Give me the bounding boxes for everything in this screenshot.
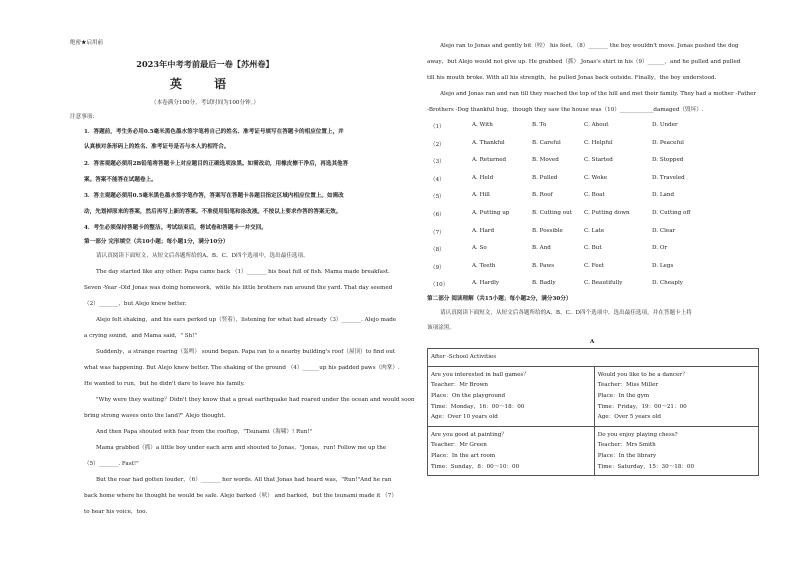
- option-row: [430, 122, 770, 132]
- passage-line: And then Papa shouted with fear from the rooftop，"Tsunami（海啸）! Run!": [96, 429, 313, 435]
- passage-line: "Why were they waiting？Didn't they know that a great earthquake had roared under the ocean and would soon: [96, 397, 415, 403]
- option-c: C. Feet: [584, 262, 605, 269]
- option-d: D. Cheaply: [652, 280, 683, 287]
- part1-instruction: 请认真阅读下面短文，从短文后各题所给的A、B、C、D四个选项中，选出最佳选项。: [96, 253, 309, 259]
- passage-line: Seven -Year -Old Jonas was doing homework，while his little brothers ran around the yard. That day seemed: [84, 285, 393, 291]
- cell-line: Are you good at painting？: [431, 431, 507, 438]
- option-b: B. To: [532, 122, 547, 128]
- option-d: D. Under: [652, 122, 678, 128]
- option-row: [430, 245, 770, 255]
- passage-line: bring strong waves onto the land?" Alejo thought.: [84, 413, 226, 419]
- passage-line: to hear his voice，too.: [84, 509, 148, 515]
- passage-line: a crying sound，and Mama said，" Sh!": [84, 333, 198, 339]
- option-row: [430, 140, 770, 150]
- passage-line: till his mouth broke. With all his strength，he pulled Jonas back outside. Finally，the boy understood.: [427, 75, 717, 81]
- passage-line: The day started like any other. Papa came back （1）_______ his boat full of fish. Mama made breakfast.: [96, 269, 390, 275]
- table-row: [428, 426, 759, 476]
- cell-line: Would you like to be a dancer？: [597, 371, 688, 378]
- cell-line: Time：Sunday，8：00～10：00: [431, 463, 520, 470]
- passage-line: back home where he thought he would be safe. Alejo barked（吠） and barked，but the tsunami made it （7）: [84, 493, 397, 499]
- option-d: D. Legs: [652, 262, 674, 269]
- cell-line: Time：Saturday，15：30～18：00: [597, 463, 695, 470]
- option-c: C. But: [584, 245, 602, 252]
- option-d: D. Traveled: [652, 174, 685, 181]
- option-a: A. So: [472, 245, 487, 252]
- part2-instruction: 该项涂黑。: [427, 325, 455, 331]
- option-row: [430, 192, 770, 202]
- option-number: （5）: [430, 194, 445, 201]
- option-b: B. Careful: [532, 139, 561, 146]
- table-caption: After -School Activities: [428, 349, 759, 367]
- option-b: B. And: [532, 245, 551, 252]
- option-a: A. Hill: [472, 192, 490, 199]
- cell-line: Place：In the art room: [431, 453, 496, 459]
- table-cell: [428, 366, 595, 426]
- exam-title: 2023年中考考前最后一卷【苏州卷】: [136, 59, 274, 69]
- passage-line: But the roar had gotten louder，（6）_______ her words. All that Jonas had heard was，"Run!"And he ran: [96, 477, 392, 483]
- option-a: A. Thankful: [472, 139, 505, 146]
- option-c: C. Late: [584, 227, 605, 234]
- option-row: [430, 175, 770, 185]
- notice-line: 2．答客观题必须用2B铅笔将答题卡上对应题目的正确选项涂黑。如需改动，用橡皮擦干净后，再选其他答: [84, 161, 349, 167]
- option-number: （7）: [430, 229, 445, 236]
- option-b: B. Cutting out: [532, 210, 573, 216]
- option-a: A. Returned: [472, 157, 507, 164]
- passage-line: （2）_______，but Alejo knew better.: [84, 301, 187, 307]
- option-number: （1）: [430, 124, 445, 130]
- option-d: D. Or: [652, 245, 668, 252]
- option-row: [430, 210, 770, 220]
- subject-title: 英 语: [169, 77, 241, 91]
- option-c: C. Beautifully: [584, 280, 623, 287]
- cell-line: Do you enjoy playing chess?: [597, 431, 678, 438]
- part2-heading: 第二部分 阅读理解（共15小题；每小题2分，满分30分）: [427, 296, 572, 302]
- notice-line: 认真核对条形码上的姓名、准考证号是否与本人的相符合。: [84, 144, 230, 150]
- option-d: D. Peaceful: [652, 139, 684, 146]
- notice-line: 案。答案不能答在试题卷上。: [84, 177, 157, 183]
- option-row: [430, 228, 770, 238]
- notice-heading: 注意事项:: [70, 114, 95, 120]
- option-d: D. Land: [652, 192, 675, 199]
- passage-line: Mama grabbed（抓）a little boy under each arm and shouted to Jonas，"Jonas，run! Follow me up the: [96, 445, 387, 451]
- option-b: B. Roof: [532, 192, 553, 199]
- option-row: [430, 263, 770, 273]
- option-d: D. Clear: [652, 227, 676, 234]
- table-cell: [428, 426, 595, 476]
- option-c: C. Woke: [584, 174, 608, 181]
- option-a: A. Held: [472, 174, 494, 181]
- cell-line: Age：Over 5 years old: [597, 414, 661, 421]
- cell-line: Place：In the library: [597, 453, 657, 459]
- score-note: （本卷满分100分，考试时间为100分钟。）: [150, 100, 260, 106]
- option-number: （8）: [430, 247, 445, 254]
- option-d: D. Stopped: [652, 157, 684, 164]
- option-c: C. Boat: [584, 192, 605, 199]
- option-a: A. Hardly: [472, 280, 500, 287]
- part1-heading: 第一部分 完形填空（共10小题；每小题1分，满分10分）: [84, 239, 229, 245]
- option-row: [430, 280, 770, 290]
- passage-line: what was happening. But Alejo knew better. The shaking of the ground （4）______up his padded paws（肉掌）.: [84, 365, 400, 371]
- option-a: A. Hard: [472, 227, 495, 234]
- option-c: C. Helpful: [584, 139, 613, 146]
- passage-line: He wanted to run，but he didn't dare to leave his family.: [84, 381, 245, 387]
- cell-line: Age：Over 10 years old: [431, 414, 498, 421]
- passage-line: Alejo ran to Jonas and gently bit（咬） his feet，（8）_______ the boy wouldn't move. Jonas pushed the dog: [440, 43, 739, 49]
- option-row: [430, 157, 770, 167]
- option-number: （10）: [430, 282, 449, 289]
- option-c: C. Started: [584, 157, 613, 164]
- notice-line: 动，先划掉原来的答案，然后再写上新的答案。不准使用铅笔和涂改液。不按以上要求作答的答案无效。: [84, 209, 342, 215]
- notice-line: 1．答题前，考生务必用0.5毫米黑色墨水签字笔将自己的姓名、准考证号填写在答题卡的相应位置上，并: [84, 129, 344, 135]
- passage-line: （5）_______. Fast!": [84, 461, 139, 467]
- cell-line: Place：On the playground: [431, 392, 506, 399]
- activities-table: [427, 348, 759, 476]
- option-c: C. Putting down: [584, 210, 630, 216]
- cell-line: Teacher：Miss Miller: [597, 382, 659, 389]
- option-number: （9）: [430, 264, 445, 271]
- table-row: [428, 366, 759, 426]
- cell-line: Teacher：Mr Green: [431, 442, 487, 449]
- passage-line: Alejo felt shaking，and his ears perked up（竖着），listening for what had already（3）_______. Alejo made: [96, 317, 397, 323]
- option-a: A. Putting up: [472, 210, 510, 216]
- option-b: B. Possible: [532, 227, 563, 234]
- option-b: B. Badly: [532, 280, 556, 287]
- option-number: （4）: [430, 176, 445, 183]
- passage-label: A: [590, 339, 595, 345]
- secret-mark: 绝密★启用前: [70, 40, 104, 46]
- part2-instruction: 请认真阅读下面短文，从短文后各题所给的A、B、C、D四个选项中，选出最佳选项。并在答题卡上将: [440, 310, 692, 316]
- cell-line: Are you interested in ball games？: [431, 371, 529, 378]
- option-b: B. Pulled: [532, 174, 558, 181]
- option-number: （2）: [430, 141, 445, 148]
- notice-line: 3．答主观题必须用0.5毫米黑色墨水签字笔作答，答案写在答题卡各题目指定区域内相应位置上。如需改: [84, 193, 344, 199]
- option-b: B. Moved: [532, 157, 559, 164]
- option-a: A. With: [472, 122, 493, 128]
- table-cell: [594, 366, 758, 426]
- cell-line: Time：Monday，16：00～18：00: [431, 403, 525, 410]
- option-d: D. Cutting off: [652, 210, 691, 216]
- cell-line: Place：In the gym: [597, 392, 650, 399]
- passage-line: -Brothers -Dog thankful hug，though they saw the house was（10）____________damaged（毁坏）.: [427, 107, 704, 113]
- option-number: （6）: [430, 212, 445, 218]
- option-b: B. Paws: [532, 262, 555, 269]
- table-cell: [594, 426, 758, 476]
- option-c: C. About: [584, 122, 609, 128]
- cell-line: Teacher：Mrs Smith: [597, 442, 656, 449]
- cell-line: Time：Friday，19：00～21：00: [597, 403, 687, 410]
- option-a: A. Teeth: [472, 262, 496, 269]
- option-number: （3）: [430, 159, 445, 166]
- passage-line: Suddenly，a strange roaring（轰鸣） sound began. Papa ran to a nearby building's roof（屋顶）to find out: [96, 349, 396, 355]
- notice-line: 4．考生必须保持答题卡的整洁。考试结束后，将试卷和答题卡一并交回。: [84, 225, 267, 231]
- passage-line: away，but Alejo would not give up. He grabbed（抓） Jonas's shirt in his（9）______，and he pulled and pulled: [427, 59, 741, 65]
- passage-line: Alejo and Jonas ran and ran till they reached the top of the hill and met their family. They had a mother -Father: [440, 91, 757, 97]
- cell-line: Teacher：Mr Brown: [431, 382, 488, 389]
